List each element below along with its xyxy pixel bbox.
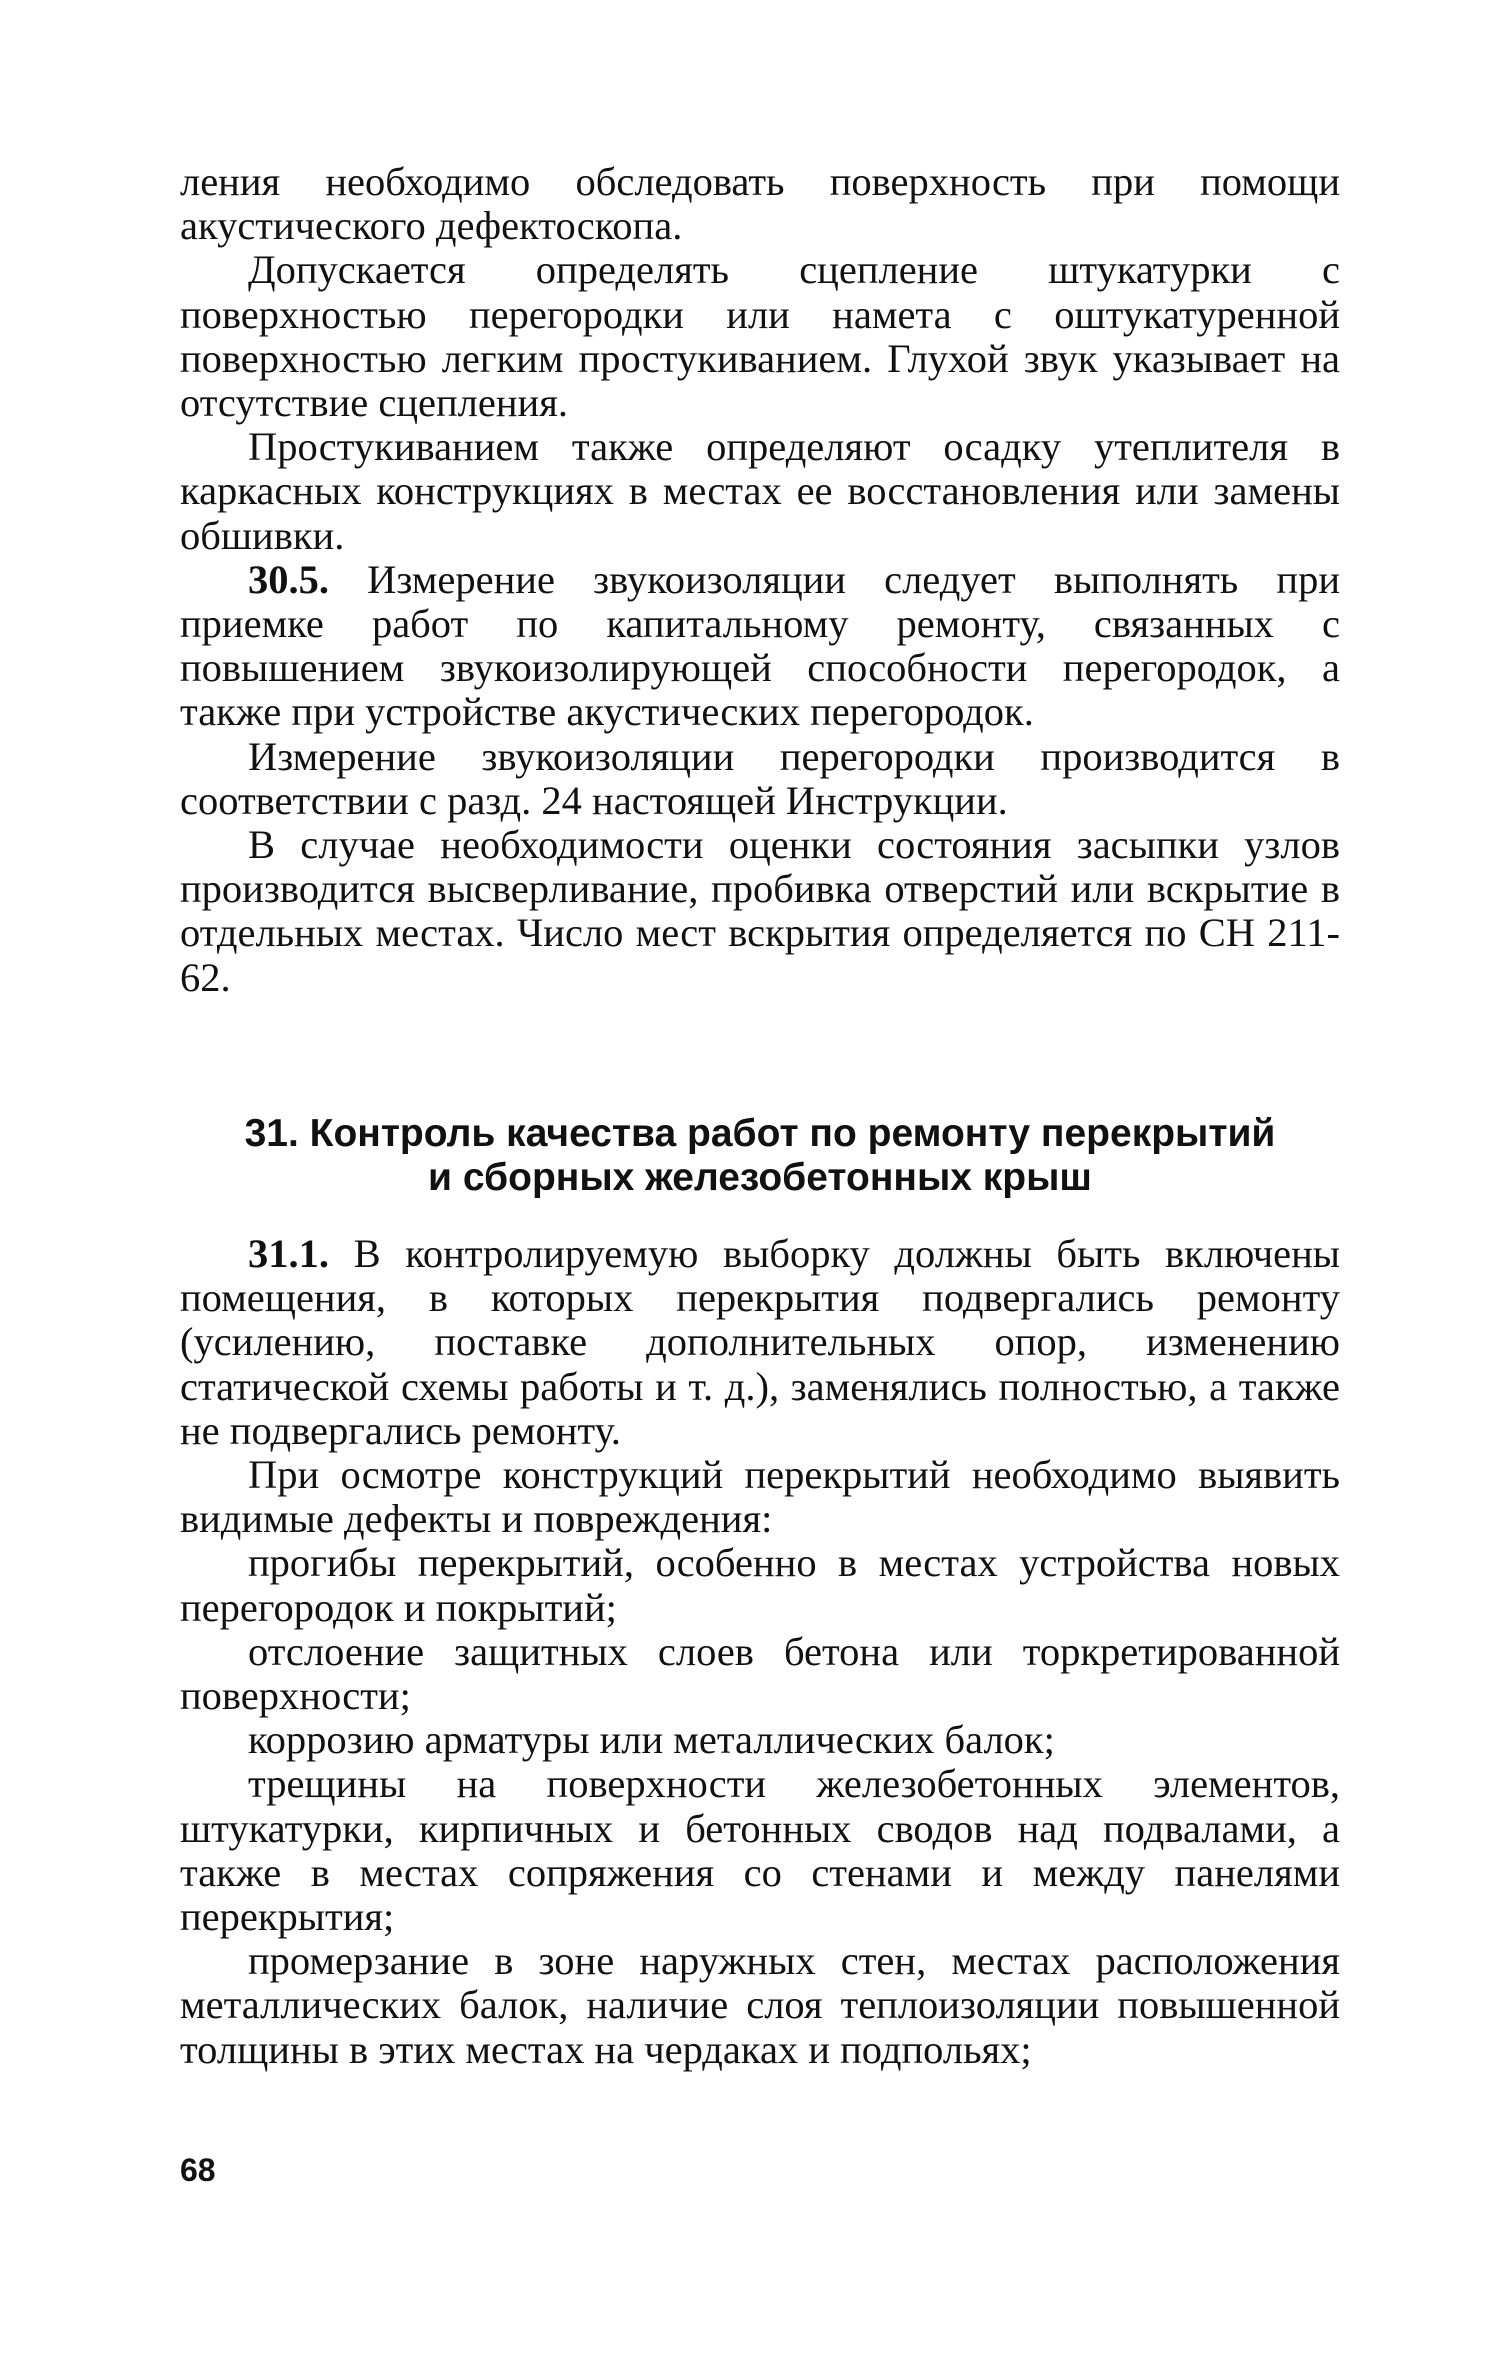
paragraph-plaster-adhesion: Допускается определять сцепление штукатурки с поверхностью перегородки или намета с оштукатуренной поверхностью легким простукиванием. Глухой звук указывает на отсутствие сцепления.: [180, 247, 1340, 426]
section-30-text: [180, 160, 1340, 1000]
heading-line-1: 31. Контроль качества работ по ремонту перекрытий: [244, 1112, 1276, 1155]
paragraph-31-1: [180, 1232, 1340, 1453]
section-31-heading: [180, 1112, 1340, 1200]
paragraph-inspection-intro: При осмотре конструкций перекрытий необходимо выявить видимые дефекты и повреждения:: [180, 1452, 1340, 1542]
heading-line-2: и сборных железобетонных крыш: [428, 1156, 1092, 1199]
clause-text: В контролируемую выборку должны быть включены помещения, в которых перекрытия подвергались ремонту (усилению, поставке дополнительных опор, изменению статической схемы работы и т. д.), заменялись полностью, а также не подвергались ремонту.: [180, 1231, 1340, 1453]
clause-number: 30.5.: [248, 556, 329, 602]
paragraph-continuation: ления необходимо обследовать поверхность при помощи акустического дефектоскопа.: [180, 159, 1340, 249]
clause-text: Измерение звукоизоляции следует выполнять при приемке работ по капитальному ремонту, связанных с повышением звукоизолирующей способности перегородок, а также при устройстве акустических перегородок.: [180, 556, 1340, 735]
list-item: отслоение защитных слоев бетона или торкретированной поверхности;: [180, 1628, 1340, 1719]
list-item: трещины на поверхности железобетонных элементов, штукатурки, кирпичных и бетонных сводов над подвалами, а также в местах сопряжения со стенами и между панелями перекрытия;: [180, 1761, 1340, 1940]
list-item: промерзание в зоне наружных стен, местах расположения металлических балок, наличие слоя теплоизоляции повышенной толщины в этих местах на чердаках и подпольях;: [180, 1938, 1340, 2072]
paragraph-backfill-inspection: В случае необходимости оценки состояния засыпки узлов производится высверливание, пробивка отверстий или вскрытие в отдельных местах. Число мест вскрытия определяется по СН 211-62.: [180, 822, 1340, 1000]
paragraph-sound-insulation-measurement: Измерение звукоизоляции перегородки производится в соответствии с разд. 24 настоящей Инструкции.: [180, 733, 1340, 823]
section-31-text: [180, 1232, 1340, 2072]
paragraph-insulation-settlement: Простукиванием также определяют осадку утеплителя в каркасных конструкциях в местах ее восстановления или замены обшивки.: [180, 424, 1340, 558]
paragraph-30-5: [180, 558, 1340, 735]
list-item: коррозию арматуры или металлических балок;: [248, 1717, 1055, 1763]
clause-number: 31.1.: [248, 1231, 329, 1276]
list-item: прогибы перекрытий, особенно в местах устройства новых перегородок и покрытий;: [180, 1540, 1340, 1630]
page-number: 68: [180, 2152, 216, 2188]
